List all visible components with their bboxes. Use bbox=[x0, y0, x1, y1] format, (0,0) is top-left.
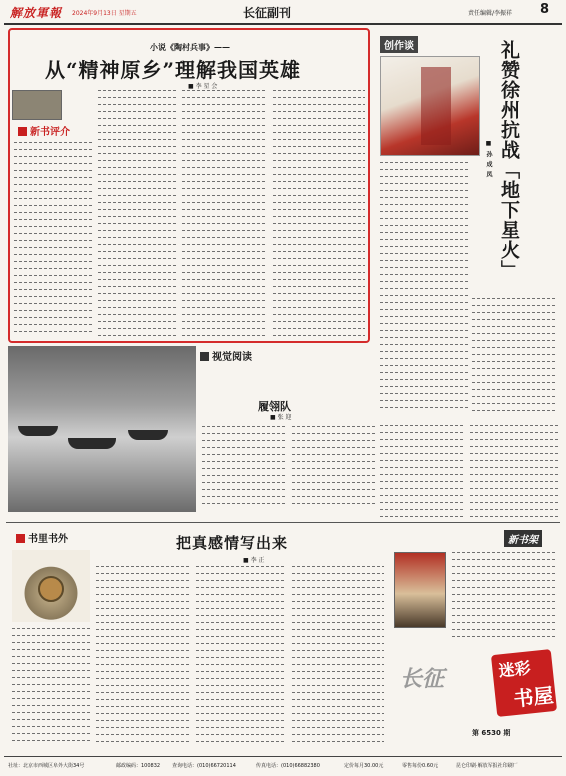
photo-section-label-text: 视觉阅读 bbox=[212, 352, 252, 363]
section-name: 长征副刊 bbox=[243, 6, 292, 20]
article-byline: ■ 李 星 会 bbox=[188, 83, 218, 90]
cover-image bbox=[12, 90, 62, 120]
book-cover-illustration bbox=[12, 550, 90, 622]
sidebar-byline: ■ 孙 成 凤 bbox=[485, 140, 492, 179]
sidebar-text-col-2 bbox=[472, 298, 556, 414]
article-kicker: 小说《陶村兵事》—— bbox=[150, 42, 230, 52]
badge-line-1: 迷彩 bbox=[497, 658, 532, 681]
sidebar-title: 礼赞徐州抗战「地下星火」 bbox=[498, 40, 520, 280]
books-text-col-1 bbox=[12, 628, 90, 746]
square-bullet-icon bbox=[200, 352, 209, 361]
books-label bbox=[16, 530, 68, 545]
promo-book-cover bbox=[394, 552, 446, 628]
promo-section bbox=[392, 524, 560, 752]
photo-title: 履翎队 bbox=[258, 400, 291, 413]
footer-price: 定价每月30.00元 bbox=[344, 763, 384, 769]
sidebar-column-label: 创作谈 bbox=[380, 36, 418, 53]
boat-icon bbox=[18, 426, 58, 436]
column-label-text: 新书评介 bbox=[30, 127, 70, 138]
cover-stripe-icon bbox=[421, 67, 451, 145]
header-rule bbox=[4, 23, 562, 25]
photo-text-col-1 bbox=[202, 426, 286, 510]
footer-postal: 邮政编码：100832 bbox=[116, 763, 161, 769]
footer-address: 社址：北京市西城区阜外大街34号 bbox=[8, 763, 85, 769]
page-number: 8 bbox=[540, 2, 550, 17]
promo-label: 新书架 bbox=[504, 530, 542, 547]
sidebar-text-col-1 bbox=[380, 162, 468, 414]
section-divider bbox=[6, 522, 560, 523]
footer-retail: 零售每份0.60元 bbox=[402, 763, 439, 769]
photo-section-label bbox=[200, 348, 252, 363]
page-footer bbox=[4, 756, 562, 772]
books-title: 把真感情写出来 bbox=[176, 534, 289, 552]
sidebar-text-lower bbox=[470, 425, 560, 521]
promo-text bbox=[452, 552, 556, 644]
footer-fax: 传真电话：(010)66882380 bbox=[256, 763, 320, 769]
books-section bbox=[8, 524, 388, 752]
photo-story bbox=[8, 346, 376, 518]
footer-phone: 查询电话：(010)66720114 bbox=[172, 763, 236, 769]
river-boats-photo bbox=[8, 346, 196, 512]
book-cover-image bbox=[380, 56, 480, 156]
photo-byline: ■ 张 迎 bbox=[270, 414, 292, 421]
changzheng-calligraphy: 长征 bbox=[400, 666, 445, 692]
sidebar-article bbox=[376, 28, 560, 420]
issue-date: 2024年9月13日 星期五 bbox=[72, 10, 137, 17]
flower-icon bbox=[38, 576, 64, 602]
square-bullet-icon bbox=[18, 127, 27, 136]
badge-line-2: 书屋 bbox=[512, 683, 555, 712]
boat-icon bbox=[128, 430, 168, 440]
body-text-col-2 bbox=[98, 90, 176, 340]
body-text-col-1 bbox=[14, 142, 92, 340]
books-text-col-4 bbox=[292, 566, 384, 746]
photo-text-col-2 bbox=[292, 426, 376, 510]
boat-icon bbox=[68, 438, 116, 449]
page-header bbox=[0, 0, 566, 26]
issue-number: 第 6530 期 bbox=[472, 729, 511, 737]
books-text-col-3 bbox=[196, 566, 286, 746]
footer-print: 昆仑印刷·解放军报社印刷厂 bbox=[456, 763, 518, 769]
masthead-logo: 解放軍報 bbox=[10, 6, 63, 20]
books-text-col-2 bbox=[96, 566, 190, 746]
editor-name: 责任编辑/李振祥 bbox=[468, 10, 513, 17]
books-byline: ■ 李 正 bbox=[243, 557, 265, 564]
body-text-col-3 bbox=[182, 90, 267, 340]
camouflage-bookhouse-badge bbox=[491, 649, 557, 717]
books-label-text: 书里书外 bbox=[28, 534, 68, 545]
square-bullet-icon bbox=[16, 534, 25, 543]
body-text-col-4 bbox=[273, 90, 365, 340]
sidebar-text-lower-2 bbox=[380, 425, 464, 521]
article-title: 从“精神原乡”理解我国英雄 bbox=[45, 58, 302, 82]
column-label bbox=[18, 123, 70, 138]
main-article bbox=[8, 28, 370, 343]
